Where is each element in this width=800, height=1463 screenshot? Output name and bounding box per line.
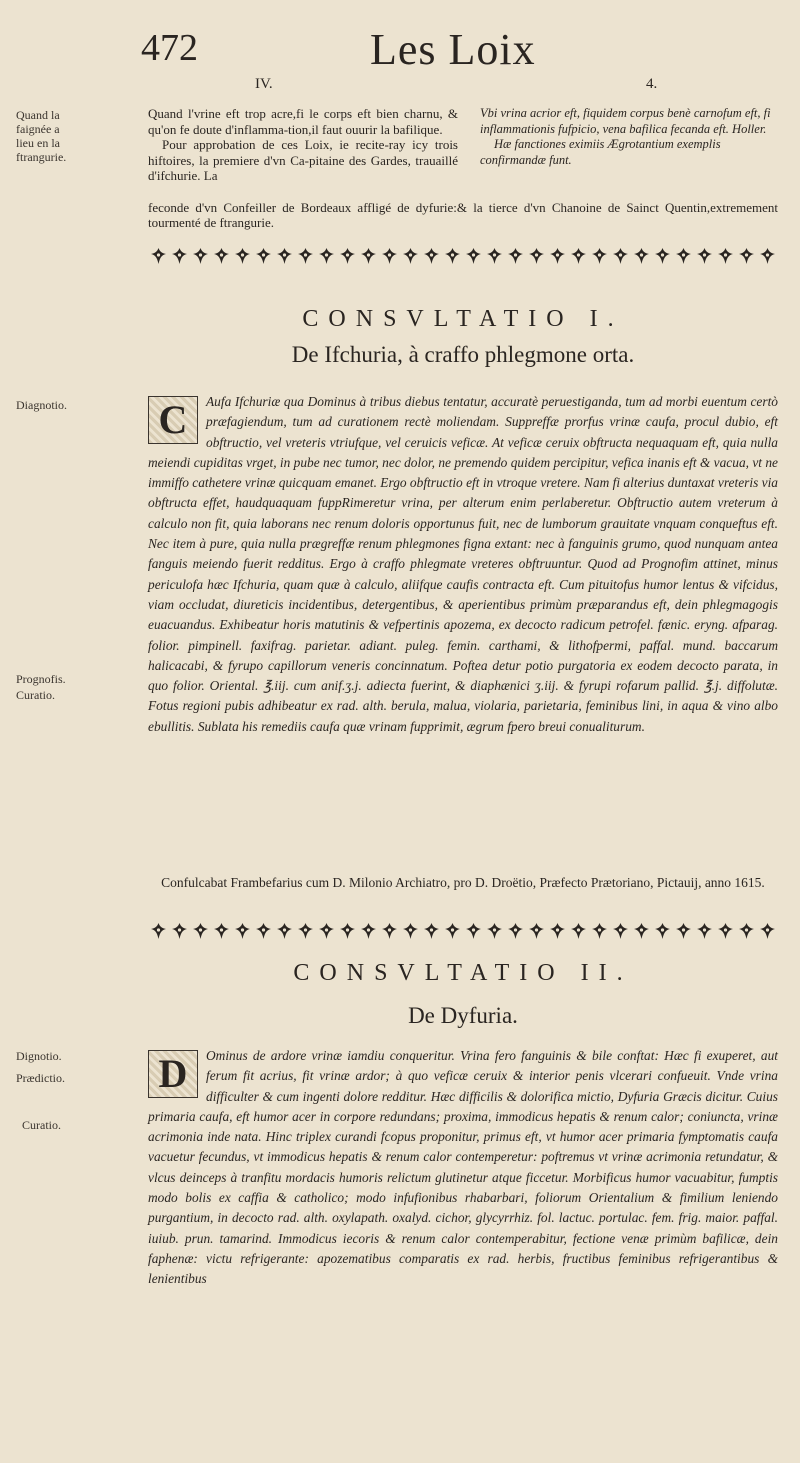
consultation-2-text: Ominus de ardore vrinæ iamdiu conqueritur. Vrina fero fanguinis & bile conftat: Hæc fi exuperet, aut ferum fit acrius, fit vrinæ ardor; à quo veficæ ceruix & interior penis vlcerari confueuit. Vnde vrina difficulter & cum ingenti dolore redditur. Hæc difficilis & dolorifica mictio, Dyfuria Græcis dicitur. Cuius primaria caufa, eft humor acer in corpore redundans; proxima, immodicus hepatis & renum calor; coniuncta, vrinæ acrimonia inde nata. Hinc triplex curandi fcopus proponitur, primus eft, vt humor acer primaria fymptomatis caufa vacuetur fecundus, vt immodicus hepatis & renum calor contemperetur: poftremus vt vrinæ acrimonia retundatur, & vlcus deinceps à tranfitu mordacis humoris relictum glutinetur atque ficcetur. Morbificus humor vacuabitur, fumptis modo bolis ex caffia & catholico; modo infufionibus rhabarbari, foliorum Orientalium & fimilium leniendo purgantium, in decocto rad. alth. oxylapath. oxalyd. cichor, glycyrrhiz. fol. lactuc. portulac. fem. frig. maior. paffal. iuiub. prun. tamarind. Immodicus iecoris & renum calor contemperabitur, fectione venæ primùm bafilicæ, dein faphenæ: victu refrigerante: apozematibus comparatis ex rad. herbis, fructibus feminibus refrigerantibus & lenientibus (148, 1048, 778, 1287)
margin-note-diagnosis: Diagnotio. (16, 398, 67, 412)
margin-note-cure: Curatio. (16, 688, 55, 702)
column-number-left: IV. (255, 76, 273, 92)
running-title: Les Loix (370, 25, 536, 74)
law-french-text-2: Pour approbation de ces Loix, ie recite-ray icy trois hiftoires, la premiere d'vn Ca-pitaine des Gardes, trauaillé d'ifchurie. La (148, 137, 458, 183)
margin-note-prognosis: Prognofis. (16, 672, 66, 686)
consultation-2-body (148, 1046, 778, 1290)
consultation-2-subtitle: De Dyfuria. (408, 1003, 518, 1028)
margin-note-cure-2: Curatio. (22, 1118, 61, 1132)
consultation-1-subtitle: De Ifchuria, à craffo phlegmone orta. (291, 342, 635, 367)
margin-note-diagnosis-2: Dignotio. (16, 1049, 62, 1063)
consultation-2-heading: CONSVLTATIO II. (293, 960, 633, 986)
page-number: 472 (141, 27, 198, 69)
law-latin-text: Vbi vrina acrior eft, fiquidem corpus benè carnofum eft, fi inflammationis fufpicio, vena bafilica fecanda eft. Holler. (480, 106, 771, 136)
column-number-right: 4. (646, 76, 658, 92)
consultation-1-body (148, 392, 778, 737)
law-latin-text-2: Hæ fanctiones eximiis Ægrotantium exemplis confirmandæ funt. (480, 137, 721, 167)
ornament-band-1 (148, 246, 778, 266)
margin-note-bleeding: Quand la faignée a lieu en la ftrangurie. (16, 108, 67, 164)
margin-note-prediction: Prædictio. (16, 1071, 66, 1085)
law-french (148, 106, 458, 184)
drop-cap-c: C (148, 396, 198, 444)
law-french-text: Quand l'vrine eft trop acre,fi le corps eft bien charnu, & qu'on fe doute d'inflamma-tion,il faut ouurir la bafilique. (148, 106, 458, 137)
consultation-1-text: Aufa Ifchuriæ qua Dominus à tribus diebus tentatur, accuratè peruestiganda, tum ad morbi euentum certò præfagiendum, tum ad curationem rectè moliendam. Suppreffæ prorfus vrinæ caufa, procul dubio, eft obftructio, vel vreteris vtriufque, vel ceruicis veficæ. At veficæ ceruix obftructa nequaquam eft, quia nulla meiendi cupiditas vrget, in pube nec tumor, nec dolor, ne premendo quidem percipitur, vefica inanis eft & vacua, vt ne immiffo cathetere vrinæ quicquam emanet. Ergo obftructio eft in vtroque vretere. Nam fi alterius duntaxat vreteris via obftructa effet, haudquaquam fuppRimeretur vrina, per alterum enim perlaberetur. Obftructio autem vreterum à calculo non fit, quia laborans nec renum doloris opportunus fuit, nec de lumborum grauitate vnquam conqueftus eft. Nec item à pure, quia nulla prægreffæ renum phlegmones figna extant: nec à fanguinis grumo, quod nunquam antea fanguis meiendo fuerit redditus. Ergo à craffo phlegmate vreteres obftruuntur. Quod ad Prognofim attinet, minus periculofa hæc Ifchuria, quam quæ à calculo, aliifque caufis contracta eft. Cum pituitofus humor lentus & vifcidus, viam occludat, diureticis incidentibus, detergentibus, & aperientibus primùm præparandus eft, dein phlegmagogis euacuandus. Exhibeatur horis matutinis & vefpertinis apozema, ex decocto radicum petrofel. fænic. eryng. afparag. folior. pimpinell. faxifrag. parietar. adiant. puleg. femin. carthami, & lithofpermi, paffal. mund. baccarum halicacabi, & fyrupo capillorum veneris concinnatum. Poftea detur potio purgatoria ex eodem decocto parata, in quo folior. Oriental. ℥.iij. cum anif.ʒ.j. adiecta fuerint, & diaphænici ʒ.iij. & fyrupi rofarum pallid. ℥.j. diffolutæ. Fotus regioni pubis adhibeatur ex rad. alth. berula, malua, violaria, parietaria, feminibus lini, in aqua & vino albo ebullitis. Sublata his remediis caufa quæ vrinam fupprimit, ægrum fpero breui conualiturum. (148, 394, 778, 734)
law-continuation: feconde d'vn Confeiller de Bordeaux affligé de dyfurie:& la tierce d'vn Chanoine de Sainct Quentin,extremement tourmenté de ftrangurie. (148, 200, 778, 230)
consultation-1-signature: Confulcabat Frambefarius cum D. Milonio Archiatro, pro D. Droëtio, Præfecto Prætoriano, Pictauij, anno 1615. (161, 875, 765, 890)
ornament-band-2 (148, 921, 778, 941)
law-latin (480, 106, 778, 168)
consultation-1-heading: CONSVLTATIO I. (302, 306, 624, 332)
drop-cap-d: D (148, 1050, 198, 1098)
